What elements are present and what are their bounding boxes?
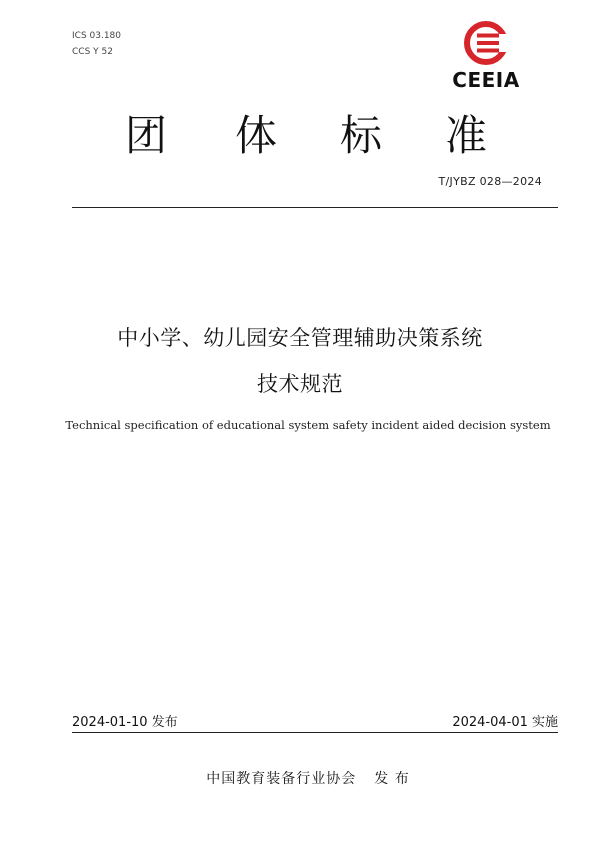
issue-date: 2024-01-10 发布 [72,715,178,730]
ceeia-logo [440,20,532,90]
title-char-3: 标 [340,111,383,160]
title-char-1: 团 [125,111,168,160]
chinese-title-line-2: 技术规范 [257,372,343,396]
effective-date: 2024-04-01 实施 [452,715,558,730]
ceeia-emblem-icon [440,20,532,70]
standard-number: T/JYBZ 028—2024 [438,175,542,188]
classification-codes [72,28,121,60]
footer-divider [72,732,558,733]
publisher-line [0,768,600,788]
english-title: Technical specification of educational system safety incident aided decision system [65,418,551,432]
document-type-title [80,106,540,166]
chinese-title-line-1: 中小学、幼儿园安全管理辅助决策系统 [117,326,483,350]
publisher-action: 发 布 [374,771,410,787]
publisher-name: 中国教育装备行业协会 [206,771,357,787]
ccs-code: CCS Y 52 [72,47,113,57]
header-divider [72,207,558,208]
title-char-2: 体 [235,111,278,160]
logo-text: CEEIA [452,68,520,92]
title-char-4: 准 [445,111,488,160]
ics-code: ICS 03.180 [72,31,122,41]
